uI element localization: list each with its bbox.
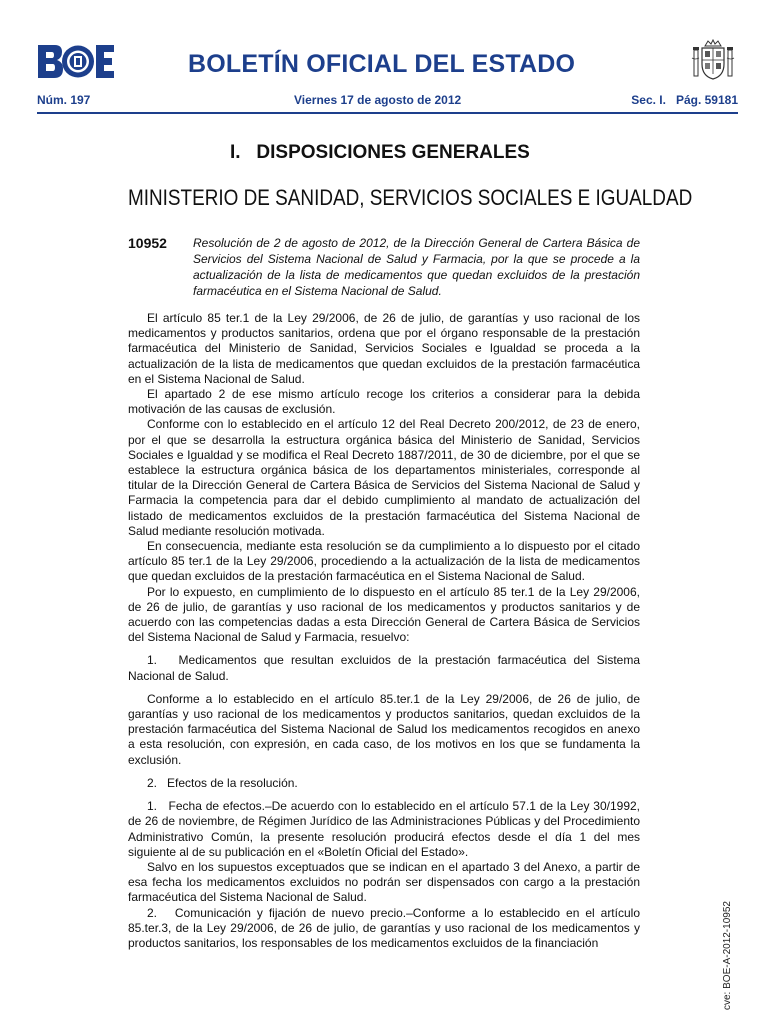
paragraph: 2. Comunicación y fijación de nuevo precio.–Conforme a lo establecido en el artículo 85.ter.3, de la Ley 29/2006, de 26 de julio, de garantías y uso racional de los medicamentos y productos sanitarios, los responsables de los medicamentos excluidos de la financiación — [128, 905, 644, 950]
paragraph: El artículo 85 ter.1 de la Ley 29/2006, de 26 de julio, de garantías y uso racional de los medicamentos y productos sanitarios, ordena que por el órgano responsable de la prestación farmacéutica del Ministerio de Sanidad, Servicios Sociales e Igualdad se proceda a la actualización de la lista de medicamentos que quedan excluidos de la prestación farmacéutica en el Sistema Nacional de Salud. — [128, 311, 640, 386]
section-heading: I. DISPOSICIONES GENERALES — [230, 142, 530, 163]
paragraph: Conforme con lo establecido en el artículo 12 del Real Decreto 200/2012, de 23 de enero, por el que se desarrolla la estructura orgánica básica del Ministerio de Sanidad, Servicios Sociales e Igualdad y se modifica el Real Decreto 1887/2011, de 30 de diciembre, por el que se establece la estructura orgánica básica de los departamentos ministeriales, corresponde al titular de la Dirección General de Cartera Básica de Servicios del Sistema Nacional de Salud y Farmacia la competencia para dar el debido cumplimiento al mandato de actualización del listado de medicamentos excluidos de la prestación farmacéutica del Sistema Nacional de Salud mediante resolución motivada. — [128, 417, 640, 538]
publication-title: BOLETÍN OFICIAL DEL ESTADO — [188, 50, 576, 78]
paragraph: El apartado 2 de ese mismo artículo recoge los criterios a considerar para la debida motivación de las causas de exclusión. — [128, 387, 640, 417]
section-item-heading: 1. Medicamentos que resultan excluidos de la prestación farmacéutica del Sistema Nacional de Salud. — [128, 653, 644, 683]
resolution-summary: Resolución de 2 de agosto de 2012, de la Dirección General de Cartera Básica de Servicios del Sistema Nacional de Salud y Farmacia, por la que se procede a la actualización de la lista de medicamentos que quedan excluidos de la prestación farmacéutica en el Sistema Nacional de Salud. — [193, 236, 640, 298]
paragraph: Por lo expuesto, en cumplimiento de lo dispuesto en el artículo 85 ter.1 de la Ley 29/2006, de 26 de julio, de garantías y uso racional de los medicamentos y productos sanitarios y de acuerdo con las competencias dadas a esta Dirección General de Cartera Básica de Servicios del Sistema Nacional de Salud y Farmacia, resuelvo: — [128, 584, 640, 645]
section-page: Sec. I. Pág. 59181 — [631, 93, 738, 107]
issue-date: Viernes 17 de agosto de 2012 — [294, 93, 462, 107]
ministry-heading: MINISTERIO DE SANIDAD, SERVICIOS SOCIALES E IGUALDAD — [128, 185, 693, 210]
paragraph: 1. Fecha de efectos.–De acuerdo con lo establecido en el artículo 57.1 de la Ley 30/1992, de 26 de noviembre, de Régimen Jurídico de las Administraciones Públicas y del Procedimiento Administrativo Común, la presente resolución producirá efectos desde el día 1 del mes siguiente al de su publicación en el «Boletín Oficial del Estado». — [128, 799, 644, 859]
paragraph: Salvo en los supuestos exceptuados que se indican en el apartado 3 del Anexo, a partir de esa fecha los medicamentos excluidos no podrán ser dispensados con cargo a la prestación farmacéutica del Sistema Nacional de Salud. — [128, 859, 640, 905]
cve-code: cve: BOE-A-2012-10952 — [722, 901, 733, 1010]
section-item-heading: 2. Efectos de la resolución. — [147, 775, 298, 790]
boe-logo — [37, 44, 115, 79]
header-divider — [37, 112, 738, 114]
document-body — [128, 311, 644, 951]
issue-number: Núm. 197 — [37, 93, 91, 107]
resolution-number: 10952 — [128, 235, 167, 251]
paragraph: Conforme a lo establecido en el artículo 85.ter.1 de la Ley 29/2006, de 26 de julio, de garantías y uso racional de los medicamentos y productos sanitarios, quedan excluidos de la prestación farmacéutica del Sistema Nacional de Salud los medicamentos recogidos en anexo a esta resolución, con expresión, en cada caso, de los motivos en los que se fundamenta la exclusión. — [128, 691, 640, 767]
coat-of-arms-icon — [691, 38, 735, 82]
paragraph: En consecuencia, mediante esta resolución se da cumplimiento a lo dispuesto por el citado artículo 85 ter.1 de la Ley 29/2006, procediendo a la actualización de la lista de medicamentos que quedan excluidos de la prestación farmacéutica en el Sistema Nacional de Salud. — [128, 539, 640, 584]
